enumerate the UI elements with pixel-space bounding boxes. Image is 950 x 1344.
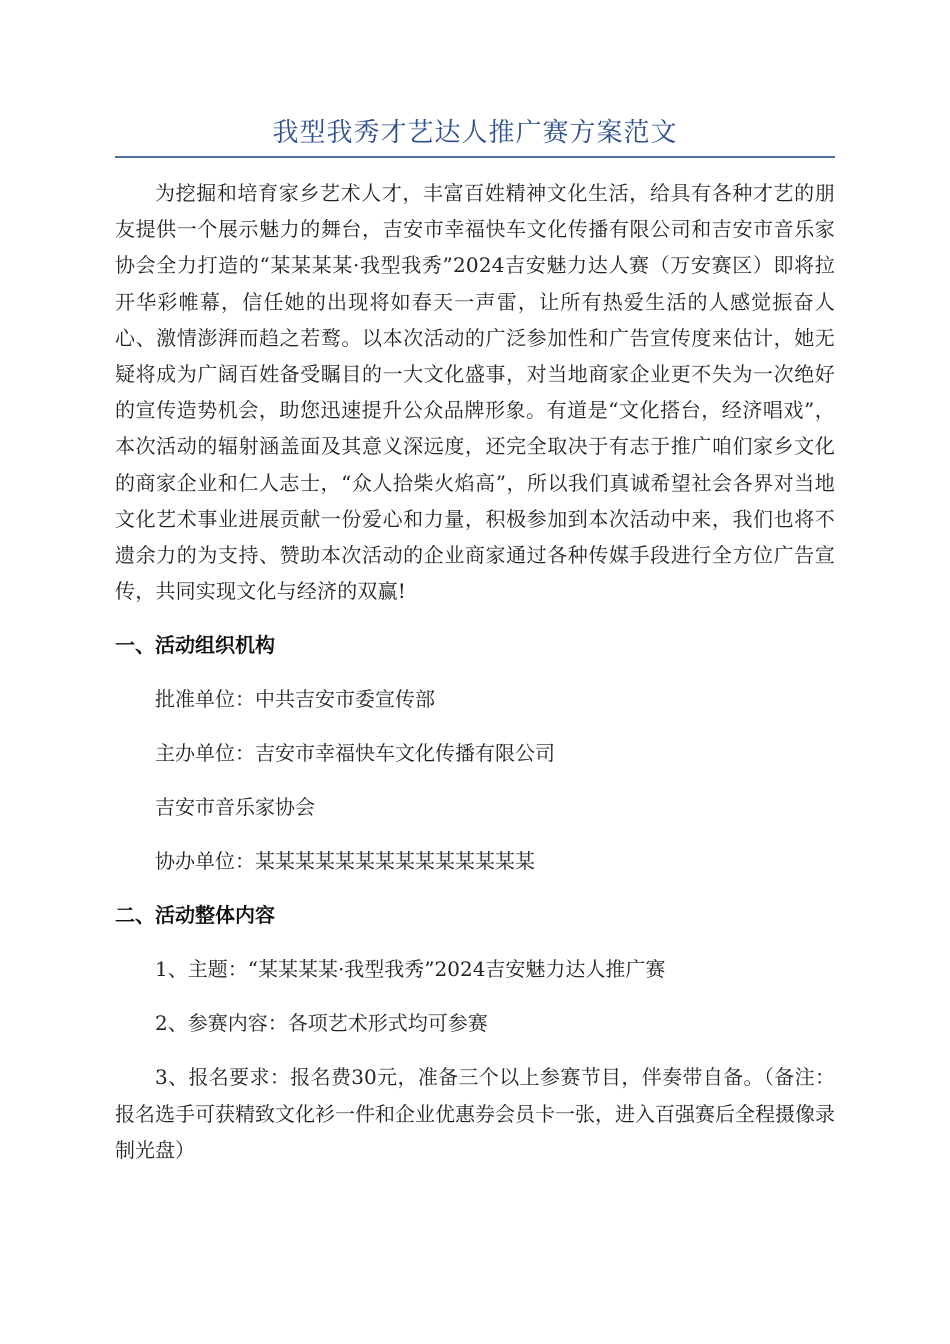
spacer (115, 825, 835, 843)
spacer (115, 987, 835, 1005)
spacer (115, 933, 835, 951)
spacer (115, 717, 835, 735)
spacer (115, 663, 835, 681)
section-heading-organization: 一、活动组织机构 (115, 633, 275, 658)
section-heading-content: 二、活动整体内容 (115, 903, 275, 928)
spacer (115, 609, 835, 627)
spacer (115, 1041, 835, 1059)
document-body (115, 175, 835, 1168)
content-line-entry: 2、参赛内容：各项艺术形式均可参赛 (155, 1011, 488, 1036)
organization-line-approval: 批准单位：中共吉安市委宣传部 (155, 687, 435, 712)
title-block (115, 110, 835, 158)
organization-line-assist: 协办单位：某某某某某某某某某某某某某某 (155, 849, 535, 874)
organization-line-cohost: 吉安市音乐家协会 (155, 795, 315, 820)
content-line-theme: 1、主题：“某某某某·我型我秀”2024吉安魅力达人推广赛 (155, 957, 666, 982)
spacer (115, 771, 835, 789)
content-line-registration: 3、报名要求：报名费30元，准备三个以上参赛节目，伴奏带自备。（备注：报名选手可获精致文化衫一件和企业优惠券会员卡一张，进入百强赛后全程摄像录制光盘） (115, 1065, 835, 1162)
organization-line-host: 主办单位：吉安市幸福快车文化传播有限公司 (155, 741, 555, 766)
intro-paragraph: 为挖掘和培育家乡艺术人才，丰富百姓精神文化生活，给具有各种才艺的朋友提供一个展示魅力的舞台，吉安市幸福快车文化传播有限公司和吉安市音乐家协会全力打造的“某某某某·我型我秀”2024吉安魅力达人赛（万安赛区）即将拉开华彩帷幕，信任她的出现将如春天一声雷，让所有热爱生活的人感觉振奋人心、激情澎湃而趋之若鹜。以本次活动的广泛参加性和广告宣传度来估计，她无疑将成为广阔百姓备受瞩目的一大文化盛事，对当地商家企业更不失为一次绝好的宣传造势机会，助您迅速提升公众品牌形象。有道是“文化搭台，经济唱戏”，本次活动的辐射涵盖面及其意义深远度，还完全取决于有志于推广咱们家乡文化的商家企业和仁人志士，“众人拾柴火焰高”，所以我们真诚希望社会各界对当地文化艺术事业进展贡献一份爱心和力量，积极参加到本次活动中来，我们也将不遗余力的为支持、赞助本次活动的企业商家通过各种传媒手段进行全方位广告宣传，共同实现文化与经济的双赢! (115, 181, 835, 604)
page-title: 我型我秀才艺达人推广赛方案范文 (272, 118, 678, 148)
spacer (115, 879, 835, 897)
